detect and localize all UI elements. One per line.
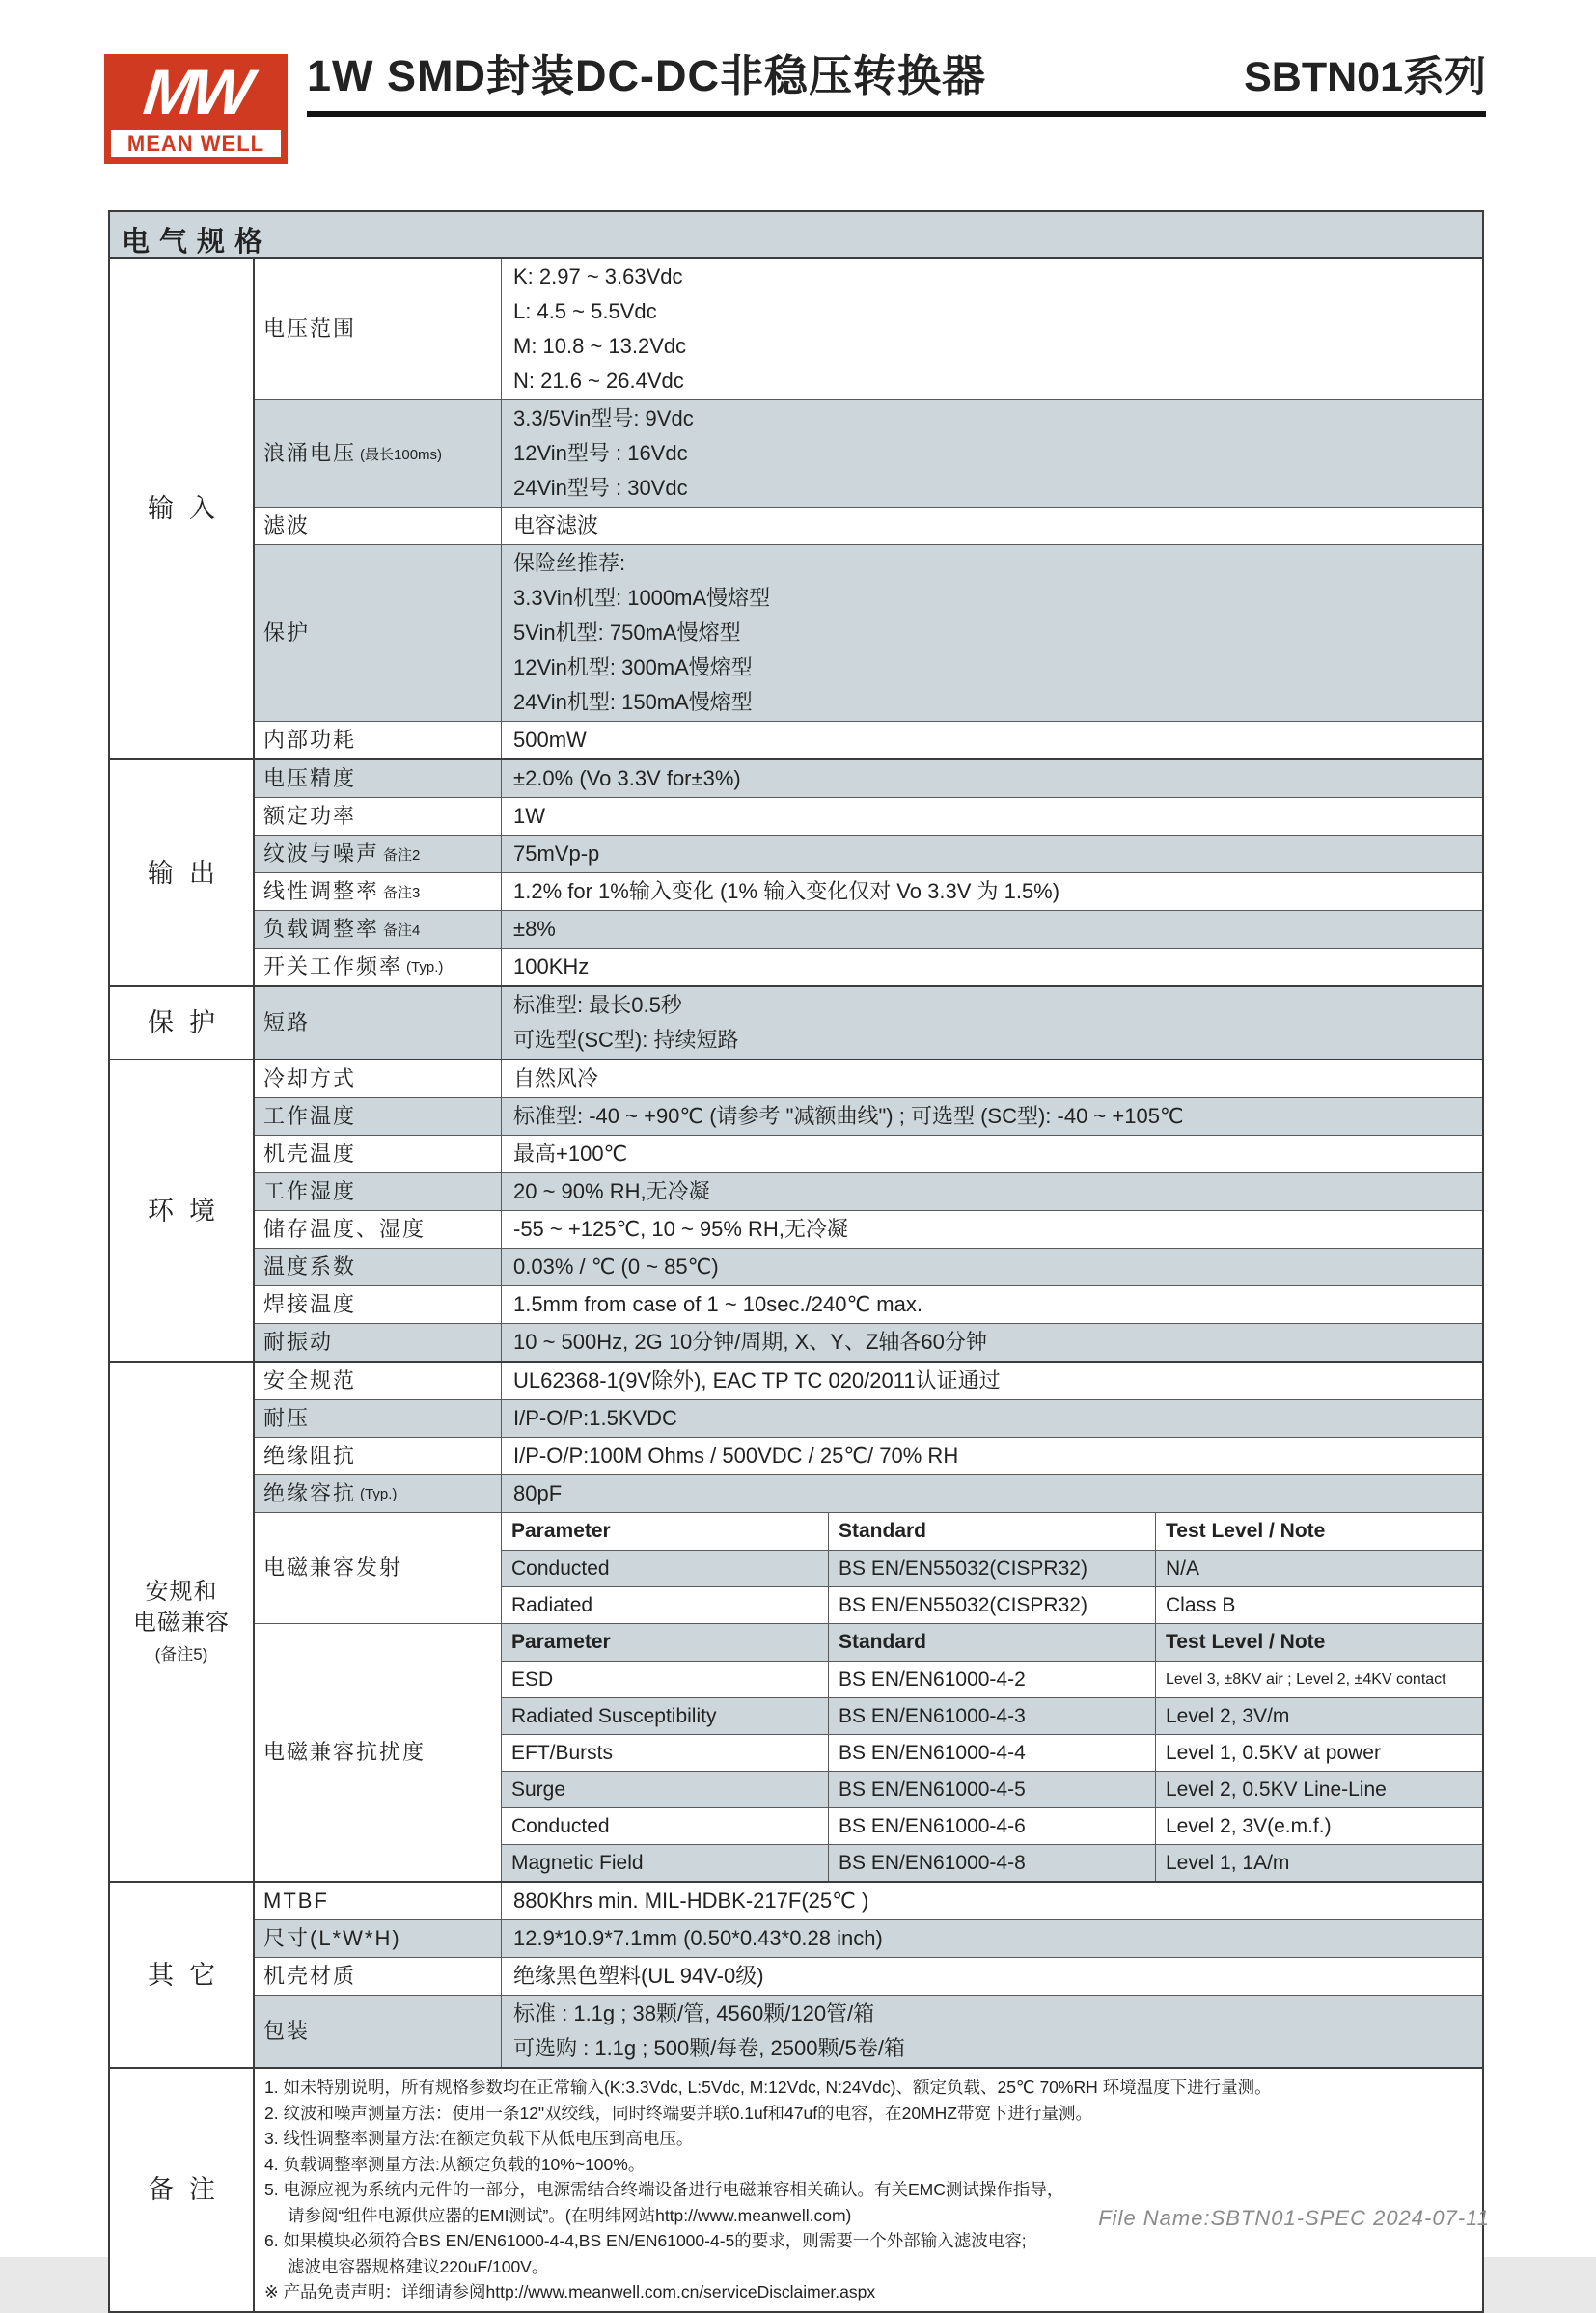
spec-value-cell [502,1136,1482,1172]
spec-name-cell [255,873,502,910]
spec-name: 电磁兼容发射 [263,1556,403,1580]
spec-value-cell [502,1324,1482,1361]
emc-cell: BS EN/EN55032(CISPR32) [828,1551,1155,1586]
spec-value-line: 75mVp-p [513,841,600,866]
section-category-label: 输出 [148,858,231,888]
emc-cell: BS EN/EN61000-4-4 [828,1735,1155,1771]
doc-series: SBTN01系列 [1244,54,1486,100]
spec-row [255,1957,1482,1995]
spec-value-line: I/P-O/P:1.5KVDC [513,1406,677,1430]
spec-value-cell [502,1249,1482,1285]
spec-row [255,760,1482,797]
spec-row [255,1399,1482,1437]
spec-value-cell [502,1475,1482,1512]
spec-name-suffix: (Typ.) [360,1485,398,1502]
spec-name: 尺寸(L*W*H) [263,1926,401,1950]
spec-name-cell [255,836,502,872]
spec-section-3 [110,1059,1482,1361]
spec-value-line: 标准 : 1.1g ; 38颗/管, 4560颗/120管/箱 [513,2001,875,2025]
emc-column-header: Test Level / Note [1155,1513,1482,1550]
spec-name: 工作湿度 [263,1179,357,1203]
spec-name-suffix: (Typ.) [406,958,444,976]
emc-column-header: Standard [828,1513,1155,1550]
spec-name-cell [255,259,502,399]
spec-name: 额定功率 [263,804,357,828]
section-category [110,1060,255,1361]
spec-value-line: 24Vin机型: 150mA慢熔型 [513,690,753,714]
spec-name-cell [255,1324,502,1361]
spec-section-1 [110,758,1482,985]
spec-value-line: 自然风冷 [513,1066,599,1090]
spec-value-cell [502,1883,1482,1919]
spec-name-suffix: (最长100ms) [360,446,443,463]
spec-name: 包装 [263,2019,311,2043]
spec-value-line: 10 ~ 500Hz, 2G 10分钟/周期, X、Y、Z轴各60分钟 [513,1330,987,1354]
spec-row [255,1363,1482,1399]
spec-row [255,1437,1482,1474]
section-category [110,1883,255,2067]
spec-name-cell [255,1958,502,1995]
spec-value-line: 绝缘黑色塑料(UL 94V-0级) [513,1964,764,1988]
emc-cell: EFT/Bursts [511,1742,614,1764]
spec-value-cell [502,400,1482,507]
spec-value-cell [502,259,1482,399]
emc-header-row [502,1624,1482,1661]
spec-name: 短路 [263,1010,311,1034]
spec-row [255,399,1482,507]
emc-cell: Level 2, 3V(e.m.f.) [1155,1808,1482,1844]
notes-body [255,2069,1482,2311]
spec-name-cell [255,545,502,721]
spec-name-suffix: 备注3 [383,884,421,901]
emc-cell: ESD [511,1668,554,1691]
spec-row [255,1323,1482,1361]
spec-row [255,1135,1482,1172]
spec-name: 电压精度 [263,766,357,790]
spec-name: 机壳材质 [263,1964,357,1988]
spec-value-cell [502,1098,1482,1135]
spec-row [255,910,1482,948]
emc-cell: BS EN/EN61000-4-6 [828,1808,1155,1844]
section-category [110,760,255,985]
meanwell-logo [104,54,288,164]
spec-value-line: 12Vin型号 : 16Vdc [513,441,688,465]
spec-name-suffix: 备注2 [383,846,421,864]
spec-value-line: 标准型: -40 ~ +90℃ (请参考 "减额曲线") ; 可选型 (SC型): -40 ~ +105℃ [513,1104,1184,1128]
section-rows [255,259,1482,758]
spec-value-cell [502,1173,1482,1210]
section-category [110,987,255,1059]
emc-cell: Radiated Susceptibility [511,1705,717,1727]
note-line: 滤波电容器规格建议220uF/100V。 [288,2256,549,2276]
emc-row [502,1697,1482,1734]
spec-name: 绝缘阻抗 [263,1444,357,1468]
spec-row [255,1474,1482,1512]
emc-row [502,1844,1482,1881]
emc-column-header: Parameter [511,1520,611,1542]
emc-cell: Level 1, 0.5KV at power [1155,1735,1482,1771]
spec-value-line: ±8% [513,917,556,941]
spec-value-line: 80pF [513,1481,563,1505]
emc-cell: Level 2, 0.5KV Line-Line [1155,1772,1482,1807]
emc-cell: Radiated [511,1594,593,1616]
spec-section-5 [110,1881,1482,2067]
emc-cell: BS EN/EN55032(CISPR32) [828,1587,1155,1623]
emc-row [502,1661,1482,1697]
spec-value-cell [502,1400,1482,1437]
spec-name-cell [255,722,502,758]
spec-name-cell [255,1920,502,1957]
spec-name-cell [255,1475,502,1512]
spec-name-cell [255,911,502,948]
spec-value-cell [502,1920,1482,1957]
spec-name-cell [255,1136,502,1172]
section-category-label: 电磁兼容 [133,1609,230,1636]
spec-value-line: 保险丝推荐: [513,551,626,575]
note-line: 6. 如果模块必须符合BS EN/EN61000-4-4,BS EN/EN61000-4-5的要求，则需要一个外部输入滤波电容; [264,2231,1027,2250]
spec-name-cell [255,1363,502,1399]
spec-value-line: ±2.0% (Vo 3.3V for±3%) [513,766,741,790]
spec-value-line: 24Vin型号 : 30Vdc [513,476,688,500]
section-category-label: 输入 [148,494,231,523]
spec-value-line: 1W [513,804,545,828]
section-category-label: 保护 [148,1008,231,1037]
emc-cell: Class B [1155,1587,1482,1623]
emc-cell: BS EN/EN61000-4-2 [828,1662,1155,1697]
spec-name: 耐压 [263,1406,311,1430]
section-rows [255,1060,1482,1361]
emc-cell: BS EN/EN61000-4-5 [828,1772,1155,1807]
spec-value-cell [502,508,1482,544]
spec-row [255,721,1482,758]
spec-row [255,1512,1482,1623]
spec-name: 焊接温度 [263,1292,357,1316]
spec-row [255,1919,1482,1957]
emc-cell: Surge [511,1778,566,1801]
section-category [110,259,255,758]
spec-name: 储存温度、湿度 [263,1217,427,1241]
spec-row [255,1285,1482,1323]
spec-value-cell [502,722,1482,758]
note-line: ※ 产品免责声明：详细请参阅http://www.meanwell.com.cn/serviceDisclaimer.aspx [264,2282,876,2301]
spec-name-cell [255,1249,502,1285]
spec-row [255,507,1482,544]
spec-row [255,1883,1482,1919]
spec-name: 电磁兼容抗扰度 [263,1740,427,1764]
spec-name: 滤波 [263,513,311,537]
section-category-note: (备注5) [154,1644,208,1664]
logo-brand-text: MEAN WELL [111,130,281,157]
spec-name: 耐振动 [263,1330,334,1354]
spec-name-cell [255,1996,502,2067]
spec-value-line: UL62368-1(9V除外), EAC TP TC 020/2011认证通过 [513,1368,1001,1392]
note-line: 3. 线性调整率测量方法:在额定负载下从低电压到高电压。 [264,2129,694,2148]
spec-value-cell [502,1060,1482,1097]
section-category-label: 其它 [148,1960,231,1990]
spec-name: MTBF [263,1888,329,1913]
file-name-footer: File Name:SBTN01-SPEC 2024-07-11 [1098,2206,1490,2230]
spec-name-cell [255,949,502,985]
spec-row [255,1248,1482,1285]
emc-sub-table [502,1624,1482,1881]
spec-name-cell [255,508,502,544]
spec-name-cell [255,987,502,1059]
spec-row [255,1172,1482,1210]
spec-name: 温度系数 [263,1254,357,1279]
emc-sub-table [502,1513,1482,1623]
spec-name-cell [255,1060,502,1097]
spec-row [255,1210,1482,1248]
spec-name: 开关工作频率 [263,954,403,978]
spec-name: 负载调整率 [263,917,380,941]
emc-row [502,1807,1482,1844]
section-rows [255,760,1482,985]
emc-row [502,1771,1482,1807]
spec-value-line: 3.3Vin机型: 1000mA慢熔型 [513,586,771,610]
section-category-label: 安规和 [145,1578,218,1605]
spec-value-cell [502,798,1482,835]
spec-name-cell [255,1211,502,1248]
emc-row [502,1550,1482,1586]
spec-name: 冷却方式 [263,1066,357,1090]
spec-name-suffix: 备注4 [383,922,421,939]
notes-section [110,2067,1482,2311]
spec-row [255,948,1482,985]
spec-name: 浪涌电压 [263,441,357,465]
spec-value-line: 可选型(SC型): 持续短路 [513,1028,739,1052]
spec-value-cell [502,911,1482,948]
spec-name: 绝缘容抗 [263,1481,357,1505]
spec-section-4 [110,1361,1482,1881]
spec-name-cell [255,1098,502,1135]
emc-column-header: Standard [828,1624,1155,1661]
note-line: 1. 如未特别说明，所有规格参数均在正常输入(K:3.3Vdc, L:5Vdc, M:12Vdc, N:24Vdc)、额定负载、25℃ 70%RH 环境温度下进行量测。 [264,2078,1272,2097]
spec-value-line: 0.03% / ℃ (0 ~ 85℃) [513,1254,719,1279]
spec-value-cell [502,760,1482,797]
spec-table-title: 电气规格 [110,212,1482,259]
spec-name-cell [255,400,502,507]
notes-category-label: 备注 [148,2175,231,2205]
emc-cell: N/A [1155,1551,1482,1586]
spec-name: 工作温度 [263,1104,357,1128]
spec-value-cell [502,1996,1482,2067]
spec-name: 内部功耗 [263,728,357,752]
spec-value-line: I/P-O/P:100M Ohms / 500VDC / 25℃/ 70% RH [513,1444,959,1468]
spec-row [255,544,1482,721]
spec-name-cell [255,798,502,835]
spec-value-cell [502,1286,1482,1323]
spec-value-line: -55 ~ +125℃, 10 ~ 95% RH,无冷凝 [513,1217,848,1241]
spec-value-line: M: 10.8 ~ 13.2Vdc [513,334,687,358]
emc-column-header: Test Level / Note [1155,1624,1482,1661]
doc-title: 1W SMD封装DC-DC非稳压转换器 [307,51,986,100]
spec-value-line: K: 2.97 ~ 3.63Vdc [513,264,683,289]
spec-name: 机壳温度 [263,1142,357,1166]
spec-value-cell [502,545,1482,721]
spec-value-cell [502,873,1482,910]
spec-value-line: 最高+100℃ [513,1142,628,1166]
spec-value-line: 3.3/5Vin型号: 9Vdc [513,406,694,430]
spec-name-cell [255,1624,502,1881]
emc-cell: Magnetic Field [511,1852,644,1874]
spec-row [255,1995,1482,2067]
emc-cell: Conducted [511,1557,610,1580]
spec-value-cell [502,1438,1482,1474]
emc-cell: Level 1, 1A/m [1155,1845,1482,1881]
notes-category [110,2069,255,2311]
spec-value-line: 880Khrs min. MIL-HDBK-217F(25℃ ) [513,1888,869,1913]
logo-mw-monogram: MW [140,56,252,127]
spec-value-cell [502,987,1482,1059]
spec-value-line: 12.9*10.9*7.1mm (0.50*0.43*0.28 inch) [513,1926,883,1950]
spec-name-cell [255,1400,502,1437]
spec-value-line: N: 21.6 ~ 26.4Vdc [513,369,684,393]
spec-row [255,872,1482,910]
emc-cell: Level 2, 3V/m [1155,1698,1482,1734]
spec-row [255,987,1482,1059]
spec-value-line: 500mW [513,728,587,752]
spec-value-line: 1.5mm from case of 1 ~ 10sec./240℃ max. [513,1292,922,1316]
note-line: 2. 纹波和噪声测量方法：使用一条12"双绞线，同时终端要并联0.1uf和47uf的电容，在20MHZ带宽下进行量测。 [264,2103,1092,2123]
emc-cell: Level 3, ±8KV air ; Level 2, ±4KV contact [1155,1662,1482,1697]
spec-name-cell [255,1173,502,1210]
spec-row [255,1060,1482,1097]
emc-column-header: Parameter [511,1631,611,1653]
spec-value-line: 1.2% for 1%输入变化 (1% 输入变化仅对 Vo 3.3V 为 1.5%) [513,879,1060,903]
emc-cell: BS EN/EN61000-4-8 [828,1845,1155,1881]
spec-name: 线性调整率 [263,879,380,903]
title-bar [307,41,1486,117]
spec-value-line: 100KHz [513,954,590,978]
spec-value-line: 标准型: 最长0.5秒 [513,993,682,1017]
section-category [110,1363,255,1881]
spec-section-2 [110,985,1482,1059]
spec-row [255,1097,1482,1135]
spec-section-0 [110,259,1482,758]
note-line: 请参阅“组件电源供应器的EMI测试”。(在明纬网站http://www.meanwell.com) [288,2205,852,2225]
spec-name-cell [255,1883,502,1919]
note-line: 4. 负载调整率测量方法:从额定负载的10%~100%。 [264,2154,646,2174]
section-rows [255,987,1482,1059]
spec-value-line: L: 4.5 ~ 5.5Vdc [513,299,657,323]
spec-name-cell [255,1438,502,1474]
emc-cell: Conducted [511,1815,610,1837]
note-line: 5. 电源应视为系统内元件的一部分，电源需结合终端设备进行电磁兼容相关确认。有关EMC测试操作指导， [264,2180,1064,2199]
emc-header-row [502,1513,1482,1550]
spec-name: 电压范围 [263,317,357,341]
spec-value-cell [502,836,1482,872]
spec-row [255,835,1482,872]
spec-value-cell [502,949,1482,985]
spec-row [255,797,1482,835]
spec-value-line: 12Vin机型: 300mA慢熔型 [513,655,753,679]
spec-value-cell [502,1211,1482,1248]
spec-value-cell [502,1363,1482,1399]
spec-table-sections [110,259,1482,2311]
spec-row [255,1623,1482,1881]
spec-name-cell [255,1286,502,1323]
spec-name: 安全规范 [263,1368,357,1392]
emc-row [502,1586,1482,1623]
spec-value-line: 电容滤波 [513,513,599,537]
emc-row [502,1734,1482,1771]
emc-cell: BS EN/EN61000-4-3 [828,1698,1155,1734]
spec-value-cell [502,1958,1482,1995]
spec-row [255,259,1482,399]
spec-value-line: 5Vin机型: 750mA慢熔型 [513,620,741,645]
spec-value-line: 可选购 : 1.1g ; 500颗/每卷, 2500颗/5卷/箱 [513,2036,905,2060]
spec-name: 保护 [263,620,311,645]
section-category-label: 环境 [148,1196,231,1225]
spec-value-line: 20 ~ 90% RH,无冷凝 [513,1179,710,1203]
section-rows [255,1363,1482,1881]
spec-name-cell [255,1513,502,1623]
spec-name: 纹波与噪声 [263,841,380,866]
spec-name-cell [255,760,502,797]
spec-table [108,210,1484,2313]
section-rows [255,1883,1482,2067]
